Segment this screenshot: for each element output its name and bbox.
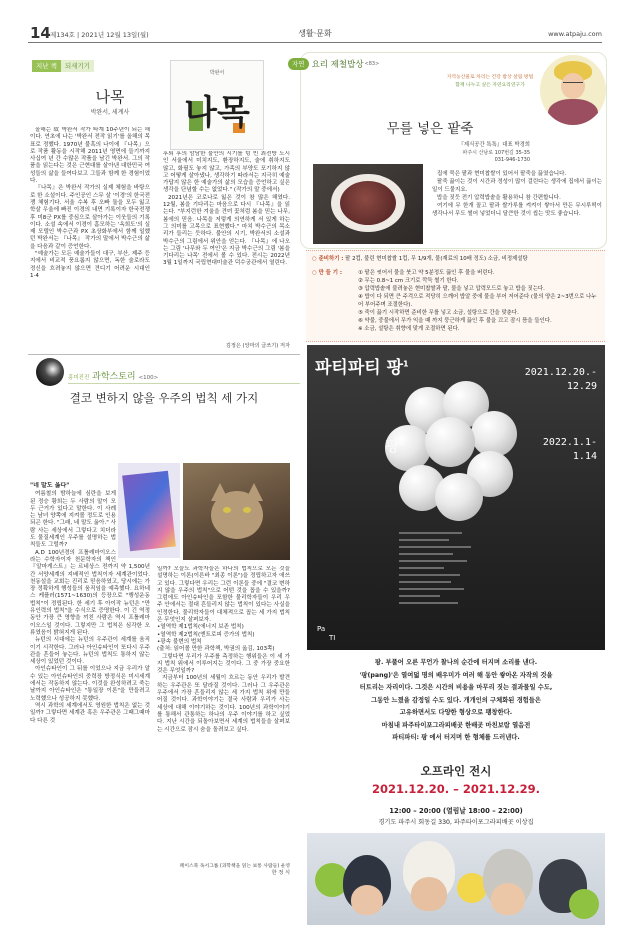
poster-artwork [307, 345, 605, 650]
exhibition-hours: 12:00 – 20:00 (열림날 18:00 – 22:00) [389, 807, 523, 815]
page-number: 14 [30, 24, 51, 42]
description-line: 팡. 부풀어 오른 무언가 찰나의 순간에 터지며 소리를 낸다. [374, 659, 538, 666]
website-url: www.atpaju.com [548, 30, 602, 38]
exhibition-address: 경기도 파주시 회동길 330, 파주타이포그라피배곳 이상집 [378, 819, 534, 826]
description-line: 터트리는 자리이다. 그것은 시간의 비용을 마무리 짓는 결과물일 수도, [359, 684, 553, 691]
science-body-column-1 [30, 482, 150, 922]
description-line: 파티파티: 팡 에서 터지며 한 형체를 드러낸다. [392, 734, 520, 741]
law-list-item: •광속 불변의 법칙 [157, 638, 202, 645]
book-body-column-1 [30, 127, 150, 349]
step-item: ※ 소금, 설탕은 취향에 맞게 조절하면 된다. [358, 326, 460, 332]
pati-logo-top: Pa [317, 625, 326, 633]
description-line: '팡(pang)'은 열여덟 명의 배우미가 여러 해 동안 쌓아온 자작의 것을 [359, 671, 553, 679]
paragraph: "예술가는 모든 예술가들이 대구, 부산, 제주 등지에서 비교적 풍요롭지 않으면, 독한 술로라도 정신을 흐려놓지 않으면 견디기 어려운 시대인 1·4 [30, 251, 150, 279]
poster-date-1-start: 2021.12.20.- [524, 367, 597, 378]
steps-label: ○ 만 들 기 : [312, 270, 342, 276]
paragraph: 아인슈타인이 그 뒤를 이었으나 지금 우리가 알 수 있는 아인슈타인의 중력장 방정식은 미시세계에서는 작동하지 않는다. 이것을 완성하려고 죽는 날까지 아인슈타인은 "통일장 이론"을 만들려고 노력했으나 성공하지 못했다. [30, 666, 150, 702]
recipe-label: 자연 [288, 58, 309, 70]
children-with-balloons-photo [307, 833, 605, 925]
cover-title: 나목 [184, 93, 250, 133]
science-header-rule [68, 383, 300, 384]
paragraph: 밥을 짓듯 전기 압력밥솥을 활용하니 참 간편합니다. [437, 195, 561, 201]
step-item: ② 무는 0.8~1 cm 크기로 깍둑 썰기 한다. [358, 278, 459, 284]
pati-logo-bottom: TI [329, 634, 336, 642]
paragraph: 올해는 故 박완서 작가 타계 10주년이 되는 해이다. 연초에 나는 '박완서 전작 읽기'를 올해의 목표로 정했다. 1970년 불혹의 나이에 『나목』으로 작품 활동을 시작해 2011년 영면에 들기까지 사십여 년 간 수많은 작품을 남긴 박완서. 그의 작품을 읽는다는 것은 근현대를 살아낸 대한민국 여성들의 삶을 들여다보고 그들과 함께 한 경험이었다. [30, 127, 150, 185]
step-item: ① 팥은 씻어서 물을 붓고 약 5분정도 끓인 후 물을 버린다. [358, 270, 495, 276]
description-line: 마침내 파주타이포그라피배곳 한배곳 마친보람 열음전 [381, 721, 531, 729]
recipe-address: 파주시 산남로 107번길 35-35 [462, 150, 530, 156]
recipe-tagline-2: 함께 나누고 싶은 자연요리연구가 [455, 83, 525, 88]
poster-date-2-start: 2022.1.1- [542, 437, 597, 448]
science-title: 결코 변하지 않을 우주의 법칙 세 가지 [69, 391, 259, 405]
offline-exhibition-label: 오프라인 전시 [420, 764, 492, 778]
paragraph: 후퇴 후의 암담한 불안의 시기를 텅 빈 최전방 도시인 서울에서 미치지도, 환장하지도, 술에 취하지도 않고, 화필도 놓지 않고, 가족의 부양도 포기하지 않고 어떻게 살아냈나, 생각하기 따라서는 지극히 예술가답지 않은 한 예술가의 삶의 모습을 증언하고 싶은 생각을 단념할 수는 없었다." (작가의 말 중에서) [163, 151, 290, 194]
paragraph: 집에 묵은 팥과 현미찹쌀이 있어서 팥죽을 끓였습니다. [437, 171, 567, 177]
steps-label-row [312, 269, 342, 277]
ingredients-text: 팥 2컵, 불린 현미찹쌀 1컵, 무 1/9개, 물(재료의 10배 정도) 소금, 비정제설탕 [345, 256, 528, 262]
paragraph: 『나목』은 박완서 작가의 실제 체험을 바탕으로 한 소설이다. 주인공인 스무 살 '이경'의 한국전쟁 체험기다. 서울 수복 후 오빠 둘을 모두 잃고 학살 우울에 빠진 이경의 내면 기록이자 한국전쟁 후 미8군 PX를 중심으로 살아가는 이웃들의 기록이다. 소설 속에서 이경이 흠모하는 '옥희도'의 실제 모델인 박수근과 PX 초상화부에서 함께 일했던 박완서는 『나목』 작가의 말에서 박수근의 삶을 다음과 같이 증언한다. [30, 185, 150, 250]
science-column-photo [36, 358, 64, 386]
paragraph: A.D 100년경의 프톨레마이오스라는 수학자이자 천문학자의 책인 『알마게스트』는 르네상스 전까지 약 1,500년간 서양세계의 지배적인 법칙이자 세계관이었다. 천동설을 교회는 진리로 믿음하였고, 당시에는 가장 정확하게 행성들의 움직임을 예측했다. 요하네스 케플러(1571~1630)의 등장으로 "행성운동법칙"이 정립된다. 한 세기 후 아이작 뉴턴은 "만유인력의 법칙"을 수식으로 증명한다. 이 긴 역정 동안 가장 큰 영향을 끼친 사람은 역시 프톨레마이오스일 것이다. 그렇지만 그 법칙은 심각한 오류였음이 밝혀지게 된다. [30, 549, 150, 636]
science-subhead: "네 말도 옳다" [30, 482, 70, 489]
book-byline: 박완서, 세계사 [90, 109, 130, 116]
poster-date-1-end: 12.29 [566, 381, 597, 392]
exhibition-poster [307, 345, 605, 925]
science-number: <100> [138, 375, 159, 381]
description-line: 그동안 느꼈을 감정일 수도 있다. 개개인의 구체화된 경험들은 [371, 696, 541, 704]
paragraph: 뉴턴의 시대에는 뉴턴의 우주관이 세계를 움직이기 시작한다. 그러나 아인슈타인이 또다시 우주관을 흔들어 놓는다. 뉴턴의 법칙도 통하지 않는 세상이 있었던 것이다. [30, 637, 150, 666]
author-portrait [540, 55, 606, 125]
recipe-column-header [288, 58, 379, 70]
offline-exhibition-dates: 2021.12.20. – 2021.12.29. [372, 782, 540, 796]
step-item: ⑤ 죽이 끓기 시작하면 준비한 무를 넣고 소금, 설탕으로 간을 맞춘다. [358, 310, 519, 316]
step-item: ③ 압력밥솥에 불려놓은 현미찹쌀과 팥, 물을 넣고 압력모드로 놓고 밥을 짓는다. [358, 286, 545, 292]
paragraph: 2021년은 코로나로 잃은 것이 참 많은 해였다. 12월, 봄을 기다리는 마음으로 다시 『나목』을 읽는다. "부지런한 겨울을 견뎌 꽃처럼 봄을 믿는 나무, 봄에의 믿음. 나목을 저렇게 의연하게 서 있게 하는 그 의미를 고목으로 표현했다." 마치 박수근의 목소리가 들리는 듯하다. 불안의 시기, 박완서의 소설과 박수근의 그림에서 위안을 얻는다. 『나목』에 나오는 그림 '나무와 두 여인'은 지금 박수근의 그림 '봄을 기다리는 나목' 전에서 볼 수 있다. 전시는 2022년 3월 1일까지 국립현대미술관 덕수궁관에서 열린다. [163, 194, 290, 267]
book-column-badge [32, 60, 94, 72]
paragraph: 여기에 무 한개 꼴고 팥과 쌀가루를 켜켜이 쌓아서 만든 무시루떡이 생각나서 무도 썰어 넣었더니 달큰한 것이 씹는 맛도 좋습니다. [432, 203, 602, 217]
science-column-header [68, 369, 158, 382]
paragraph: 지금부터 100년의 세월이 흐르는 동안 우리가 발견하는 우주관은 또 달라질 것이다. 그러나 그 우주관은 우주에서 가장 흔들리지 않는 세 가지 법칙 위에 만들어질 것이다. 과학이야기는 결국 사람과 우리가 사는 세상에 대해 이야기하는 것이다. 100년의 과학이야기를 통해서 관통하는 하나의 우주 이야기를 하고 싶었다. 지난 시간을 되돌아보면서 세계의 법칙들을 살펴보는 시간으로 잠시 숨을 돌려보고 싶다. [157, 675, 290, 733]
science-byline-affiliation: 페이스북 독서그룹 (과학책을 읽는 보통 사람들) 운영 [179, 864, 290, 869]
poster-pang-2: 팡$^2$ [385, 437, 405, 455]
step-item: ⑥ 약불, 중불에서 무가 익을 때 까지 뭉근하게 끓인 후 불을 끄고 잠시 뜸을 들인다. [358, 318, 552, 324]
cover-author: 박완서 [209, 70, 225, 76]
recipe-intro [432, 170, 602, 246]
paragraph: 일까? 오늘도 과학자들은 하나의 법칙으로 모든 것을 설명하는 이론(이른바 "최종 이론")을 정립하고자 애쓰고 있다. 그렇다면 우리는 그런 이론들 중에 "결코 변하지 않을 우주의 법칙"으로 어떤 것을 꼽을 수 있을까? 그럼에도 아인슈타인을 포함한 물리학자들이 우리 우주 안에서는 절대 흔들리지 않는 법칙이 있다는 사실을 인정한다. 물리학자들이 대체적으로 꼽는 세 가지 법칙은 무엇인지 살펴보자. [157, 566, 290, 624]
poster-description [307, 657, 605, 745]
section-name: 생활·문화 [298, 29, 332, 38]
section-divider [28, 354, 300, 355]
recipe-number: <83> [364, 61, 380, 67]
badge-label-b: 되새기기 [61, 60, 94, 72]
cat-photo [183, 463, 290, 560]
description-line: 고유하면서도 다양한 형상으로 팽창한다. [399, 709, 513, 716]
book-cover-image [170, 60, 264, 150]
paragraph: 역시 과학의 세계에서도 영원한 법칙은 없는 것일까? 그렇다면 세계관 혹은 우주관은 그때그때마다 다른 것 [30, 702, 150, 724]
science-kicker: 흥미진진 [68, 375, 90, 381]
paragraph: 여름철의 밤하늘에 심란을 보게 된 정승 황희는 두 사람의 말이 모두 근거가 있다고 말한다. 이 사례는 남녀 양쪽에 지켜볼 정도로 인용되곤 한다. "그래, 네 말도 옳아." 사람 사는 세상에서 그렇다고 치더라도 물질세계인 우주를 설명하는 법칙들도 그럴까? [30, 491, 116, 549]
paragraph: 팥죽 끓이는 것이 시간과 정성이 많이 걸린다는 생각에 집에서 끓이는 일이 드물지요. [432, 179, 602, 193]
paragraph: 그렇다면 우리가 우주를 측정하는 행위들은 이 세 가지 법칙 위에서 이루어지는 것이다. 그 중 가장 중요한 것은 무엇일까? [157, 653, 290, 675]
steps-list [358, 269, 600, 333]
book-title: 나목 [95, 88, 125, 106]
participant-list-graphic [399, 527, 489, 637]
recipe-box [306, 250, 605, 342]
recipe-series: 요리 제철밥상 [311, 60, 364, 70]
recipe-title: 무를 넣은 팥죽 [386, 121, 474, 137]
science-series: 과학스토리 [92, 372, 136, 382]
porridge-bowl-photo [313, 164, 423, 244]
ingredients-row [312, 255, 528, 263]
law-list-item: •열역학 제2법칙(엔트로피 증가의 법칙) [157, 631, 255, 638]
science-byline-name: 한 정 식 [271, 870, 290, 876]
book-signature: 김정은 (앙마의 글쓰기) 저자 [225, 343, 290, 349]
law-list-item: •열역학 제1법칙(에너지 보존 법칙) [157, 624, 244, 631]
poster-date-2-end: 1.14 [572, 451, 597, 462]
recipe-author: 『제식공간 톡톡』대표 박경희 [458, 142, 530, 148]
header-rule [28, 42, 602, 43]
issue-date: 제134호 | 2021년 12월 13일(월) [50, 31, 149, 39]
recipe-phone: 031-946-1730 [494, 157, 530, 163]
book-body-column-2 [163, 151, 290, 341]
science-body-column-2 [157, 566, 290, 858]
ingredients-label: ○ 준비하기 : [312, 256, 344, 262]
source-note: (출처: 읽어볼 만한 과학책, 박권의 옮김, 103쪽) [157, 646, 275, 653]
recipe-tagline-1: 지역농산물로 차리는 건강 밥상 살림 방법 [446, 75, 534, 80]
poster-title: 파티파티 팡$^1$ [315, 358, 409, 378]
step-item: ④ 밥이 다 되면 큰 주걱으로 적당히 으깨어 밥알 중에 물을 부어 저어준다 (물의 양은 2~3번으로 나누어 부어주며 조절한다). [358, 294, 597, 308]
badge-label-a: 지난 책 [32, 60, 61, 72]
